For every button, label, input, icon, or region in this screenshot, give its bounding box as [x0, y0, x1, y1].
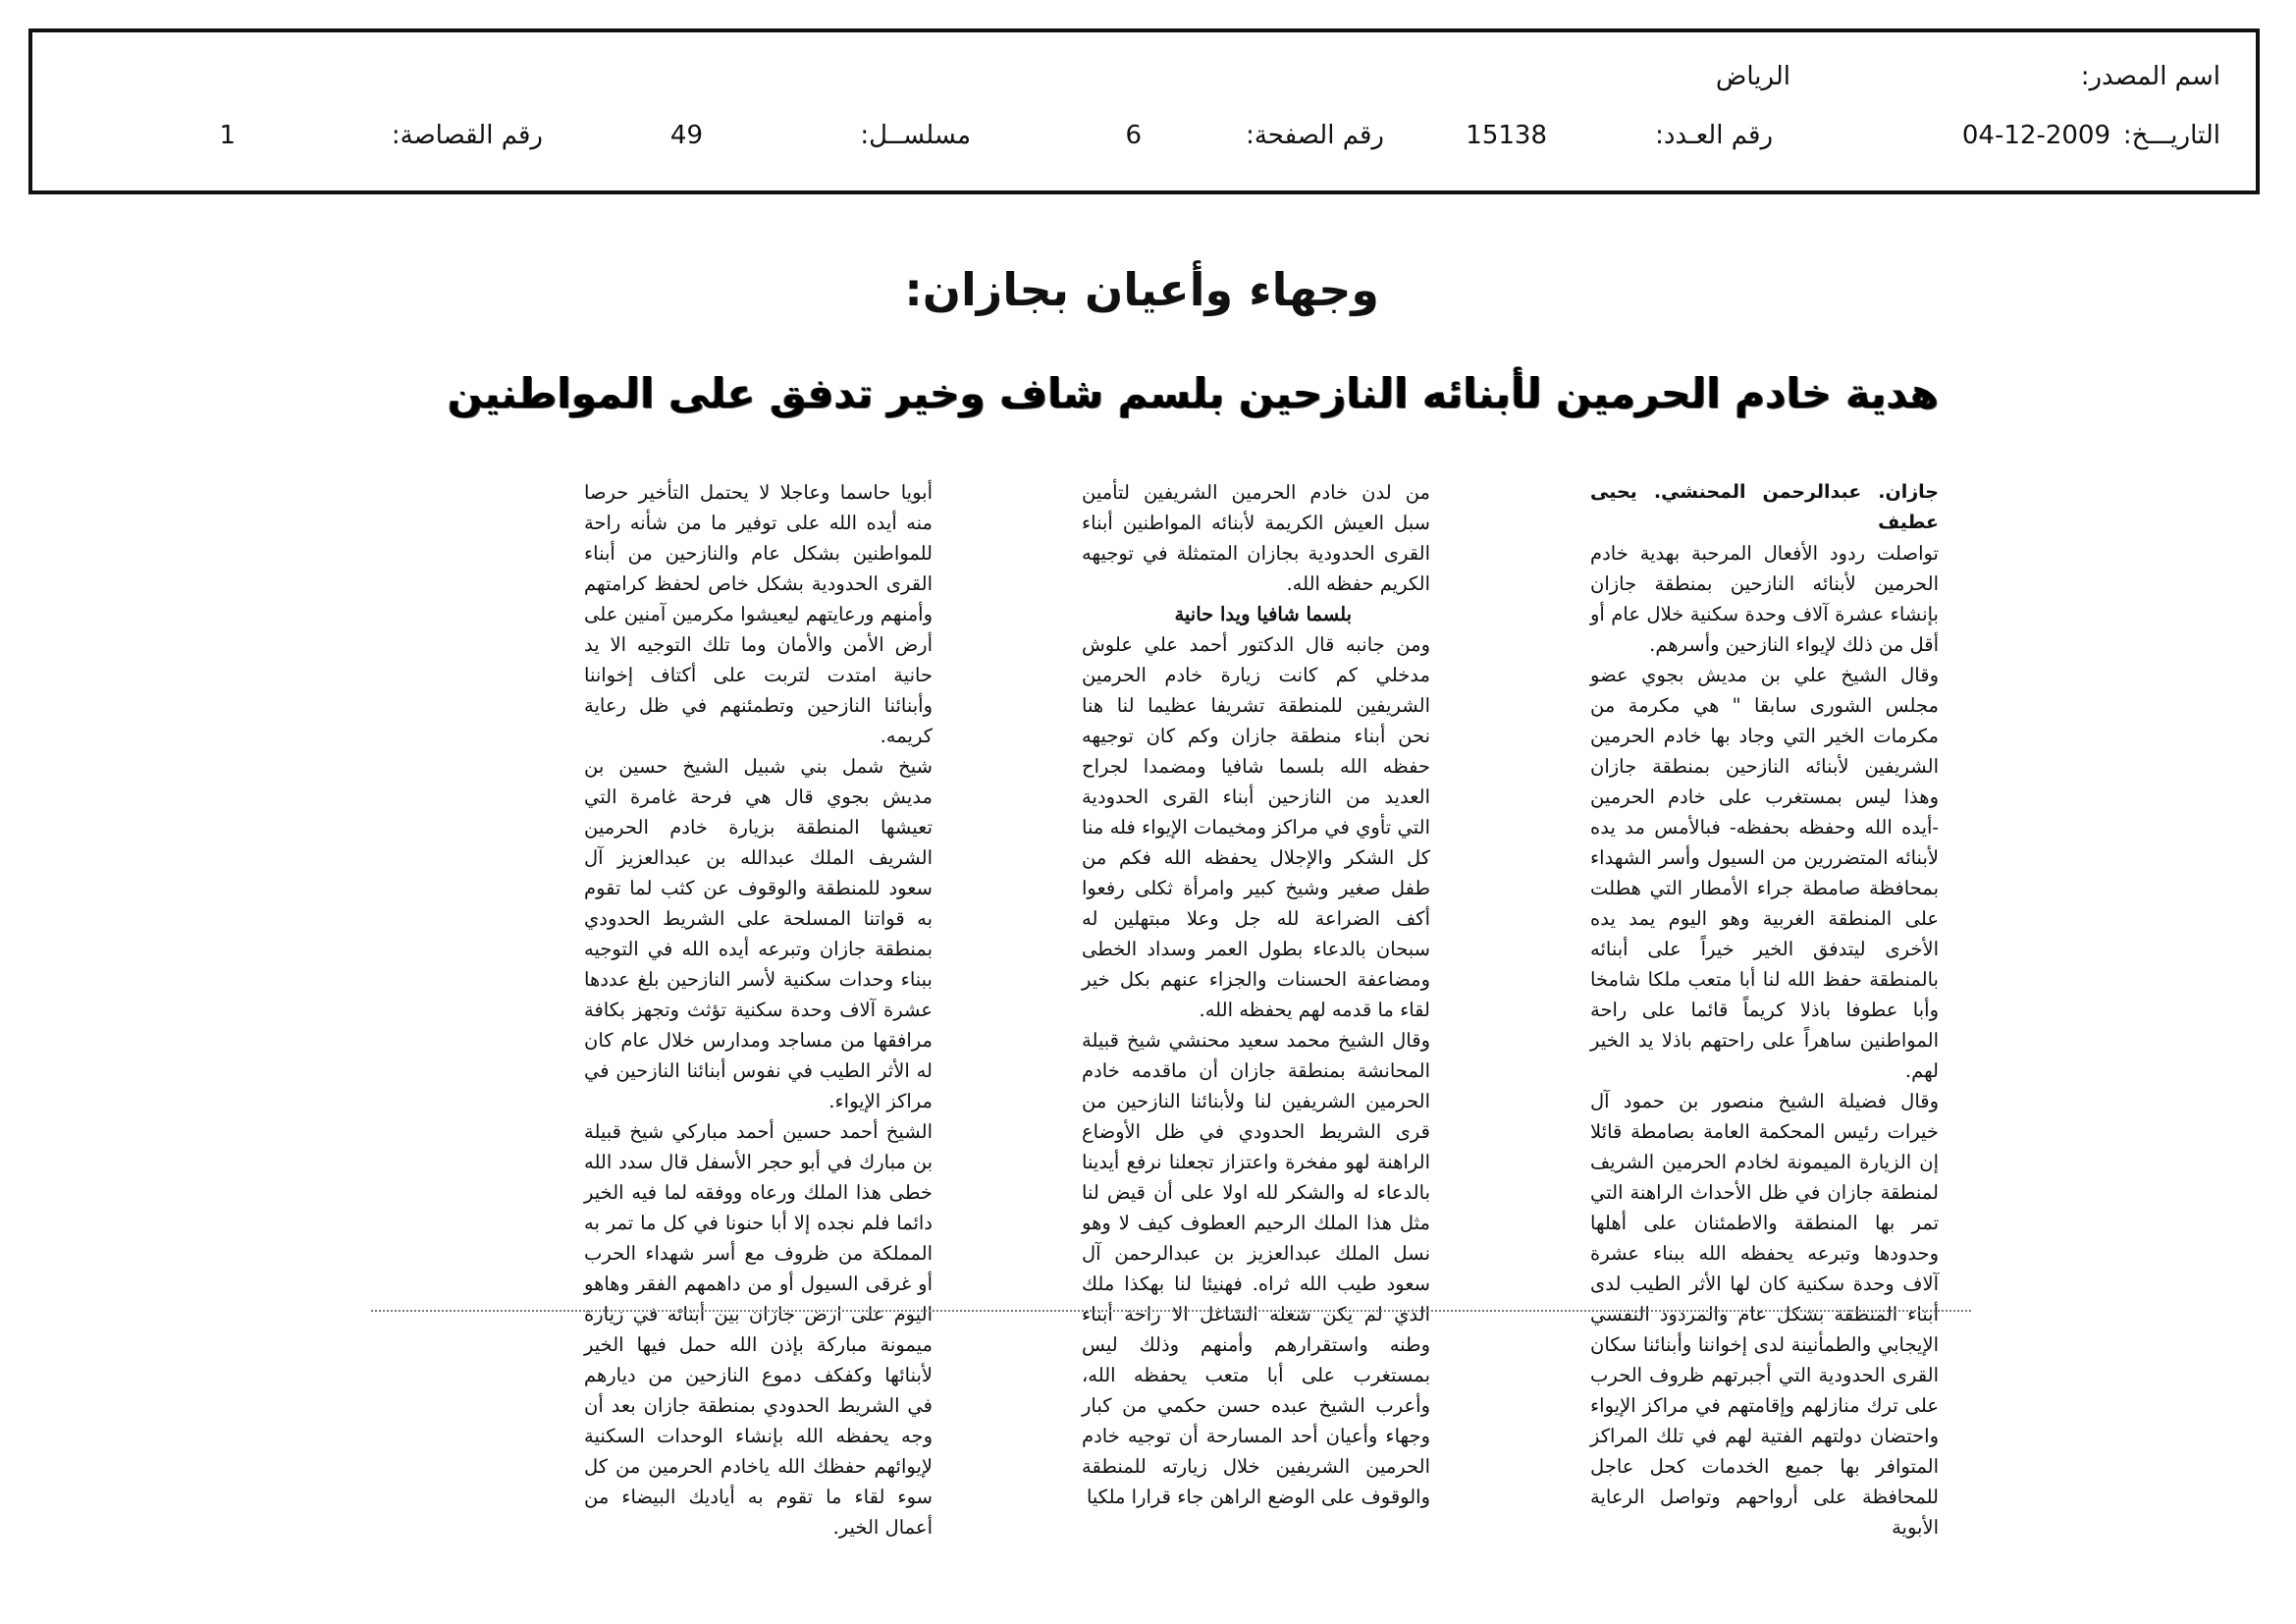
- serial-value: 49: [669, 121, 703, 150]
- column-1-paragraph: تواصلت ردود الأفعال المرحبة بهدية خادم الحرمين لأبنائه النازحين بمنطقة جازان بإنشاء عشرة آلاف وحدة سكنية خلال عام أو أقل من ذلك لإيواء النازحين وأسرهم.: [1590, 542, 1939, 656]
- source-label: اسم المصدر:: [2080, 62, 2220, 91]
- column-1-paragraph: وقال فضيلة الشيخ منصور بن حمود آل خيرات رئيس المحكمة العامة بصامطة قائلا إن الزيارة الميمونة لخادم الحرمين الشريف لمنطقة جازان في ظل الأحداث الراهنة التي تمر بها المنطقة والاطمئنان على أهلها وحدودها وتبرعه يحفظه الله ببناء عشرة آلاف وحدة سكنية كان لها الأثر الطيب لدى أبناء المنطقة بشكل عام والمردود النفسي الإيجابي والطمأنينة لدى إخواننا وأبنائنا سكان القرى الحدودية التي أجبرتهم ظروف الحرب على ترك منازلهم وإقامتهم في مراكز الإيواء واحتضان دولتهم الفتية لهم في تلك المراكز المتوافر بها جميع الخدمات كحل عاجل للمحافظة على أرواحهم وتواصل الرعاية الأبوية: [1590, 1090, 1939, 1539]
- column-1-paragraph: وقال الشيخ علي بن مديش بجوي عضو مجلس الشورى سابقا " هي مكرمة من مكرمات الخير التي وجاد بها خادم الحرمين الشريفين لأبنائه النازحين بمنطقة جازان وهذا ليس بمستغرب على خادم الحرمين -أيده الله وحفظه بحفظه- فبالأمس مد يده لأبنائه المتضررين من السيول وأسر الشهداء بمحافظة صامطة جراء الأمطار التي هطلت على المنطقة الغربية وهو اليوم يمد يده الأخرى ليتدفق الخير خيراً على أبنائه بالمنطقة حفظ الله لنا أبا متعب ملكا شامخا وأبا عطوفا باذلا كريماً قائما على راحة المواطنين ساهراً على راحتهم باذلا يد الخير لهم.: [1590, 664, 1939, 1082]
- issue-value: 15138: [1466, 121, 1547, 150]
- clip-value: 1: [219, 121, 236, 150]
- issue-label: رقم العـدد:: [1655, 121, 1773, 150]
- column-3-paragraph: أبويا حاسما وعاجلا لا يحتمل التأخير حرصا منه أيده الله على توفير ما من شأنه راحة للمواطنين بشكل عام والنازحين من أبناء القرى الحدودية بشكل خاص لحفظ كرامتهم وأمنهم ورعايتهم ليعيشوا مكرمين آمنين على أرض الأمن والأمان وما تلك التوجيه الا يد حانية امتدت لتربت على أكتاف إخواننا وأبنائنا النازحين وتطمئنهم في ظل رعاية كريمه.: [584, 481, 933, 747]
- article-column-3: [584, 477, 933, 1539]
- clipping-header: [28, 28, 2260, 194]
- column-2-paragraph: ومن جانبه قال الدكتور أحمد علي علوش مدخلي كم كانت زيارة خادم الحرمين الشريفين للمنطقة تشريفا عظيما لنا هنا نحن أبناء منطقة جازان وكم كان توجيهه حفظه الله بلسما شافيا ومضمدا لجراح العديد من النازحين أبناء القرى الحدودية التي تأوي في مراكز ومخيمات الإيواء فله منا كل الشكر والإجلال يحفظه الله فكم من طفل صغير وشيخ كبير وامرأة ثكلى رفعوا أكف الضراعة لله جل وعلا مبتهلين له سبحان بالدعاء بطول العمر وسداد الخطى ومضاعفة الحسنات والجزاء عنهم بكل خير لقاء ما قدمه لهم يحفظه الله.: [1082, 633, 1430, 1021]
- serial-label: مسلســل:: [860, 121, 971, 150]
- newspaper-article: [378, 263, 1968, 1539]
- column-3-paragraph: شيخ شمل بني شبيل الشيخ حسين بن مديش بجوي قال هي فرحة غامرة التي تعيشها المنطقة بزيارة خادم الحرمين الشريف الملك عبدالله بن عبدالعزيز آل سعود للمنطقة والوقوف عن كثب لما تقوم به قواتنا المسلحة على الشريط الحدودي بمنطقة جازان وتبرعه أيده الله في التوجيه ببناء وحدات سكنية لأسر النازحين بلغ عددها عشرة آلاف وحدة سكنية تؤثث وتجهز بكافة مرافقها من مساجد ومدارس خلال عام كان له الأثر الطيب في نفوس أبنائنا النازحين في مراكز الإيواء.: [584, 755, 933, 1112]
- article-columns: [378, 477, 1968, 1539]
- article-column-1: [1590, 477, 1939, 1539]
- page-value: 6: [1125, 121, 1142, 150]
- article-bottom-rule: [371, 1310, 1971, 1312]
- clip-label: رقم القصاصة:: [391, 121, 543, 150]
- column-2-subheading: بلسما شافيا ويدا حانية: [1174, 603, 1352, 625]
- article-byline: جازان. عبدالرحمن المحنشي. يحيى عطيف: [1590, 481, 1939, 533]
- article-headline: هدية خادم الحرمين لأبنائه النازحين بلسم شاف وخير تدفق على المواطنين: [447, 369, 1939, 417]
- date-label: التاريـــخ:: [2122, 121, 2220, 150]
- article-column-2: [1082, 477, 1430, 1508]
- page-label: رقم الصفحة:: [1246, 121, 1384, 150]
- article-kicker: وجهاء وأعيان بجازان:: [904, 263, 1379, 316]
- column-2-paragraph: وقال الشيخ محمد سعيد محنشي شيخ قبيلة المحانشة بمنطقة جازان أن ماقدمه خادم الحرمين الشريفين لنا ولأبنائنا النازحين من قرى الشريط الحدودي في ظل الأوضاع الراهنة لهو مفخرة واعتزاز تجعلنا نرفع أيدينا بالدعاء له والشكر لله اولا على أن قيض لنا مثل هذا الملك الرحيم العطوف كيف لا وهو نسل الملك عبدالعزيز بن عبدالرحمن آل سعود طيب الله ثراه. فهنيئا لنا بهكذا ملك الذي لم يكن شغله الشاغل الا راحة أبناء وطنه واستقرارهم وأمنهم وذلك ليس بمستغرب على أبا متعب يحفظه الله، وأعرب الشيخ عبده حسن حكمي من كبار وجهاء وأعيان أحد المسارحة أن توجيه خادم الحرمين الشريفين خلال زيارته للمنطقة والوقوف على الوضع الراهن جاء قرارا ملكيا: [1082, 1029, 1430, 1508]
- column-2-paragraph: من لدن خادم الحرمين الشريفين لتأمين سبل العيش الكريمة لأبنائه المواطنين أبناء القرى الحدودية بجازان المتمثلة في توجيهه الكريم حفظه الله.: [1082, 481, 1430, 595]
- date-value: 04-12-2009: [1961, 121, 2110, 150]
- source-value: الرياض: [1715, 62, 1790, 91]
- column-3-paragraph: الشيخ أحمد حسين أحمد مباركي شيخ قبيلة بن مبارك في أبو حجر الأسفل قال سدد الله خطى هذا الملك ورعاه ووفقه لما فيه الخير دائما فلم نجده إلا أبا حنونا في كل ما تمر به المملكة من ظروف مع أسر شهداء الحرب أو غرقى السيول أو من داهمهم الفقر وهاهو اليوم على ارض جازان بين أبنائه في زيارة ميمونة مباركة بإذن الله حمل فيها الخير لأبنائها وكفكف دموع النازحين من ديارهم في الشريط الحدودي بمنطقة جازان بعد أن وجه يحفظه الله بإنشاء الوحدات السكنية لإيوائهم حفظك الله ياخادم الحرمين من كل سوء لقاء ما تقوم به أياديك البيضاء من أعمال الخير.: [584, 1120, 933, 1539]
